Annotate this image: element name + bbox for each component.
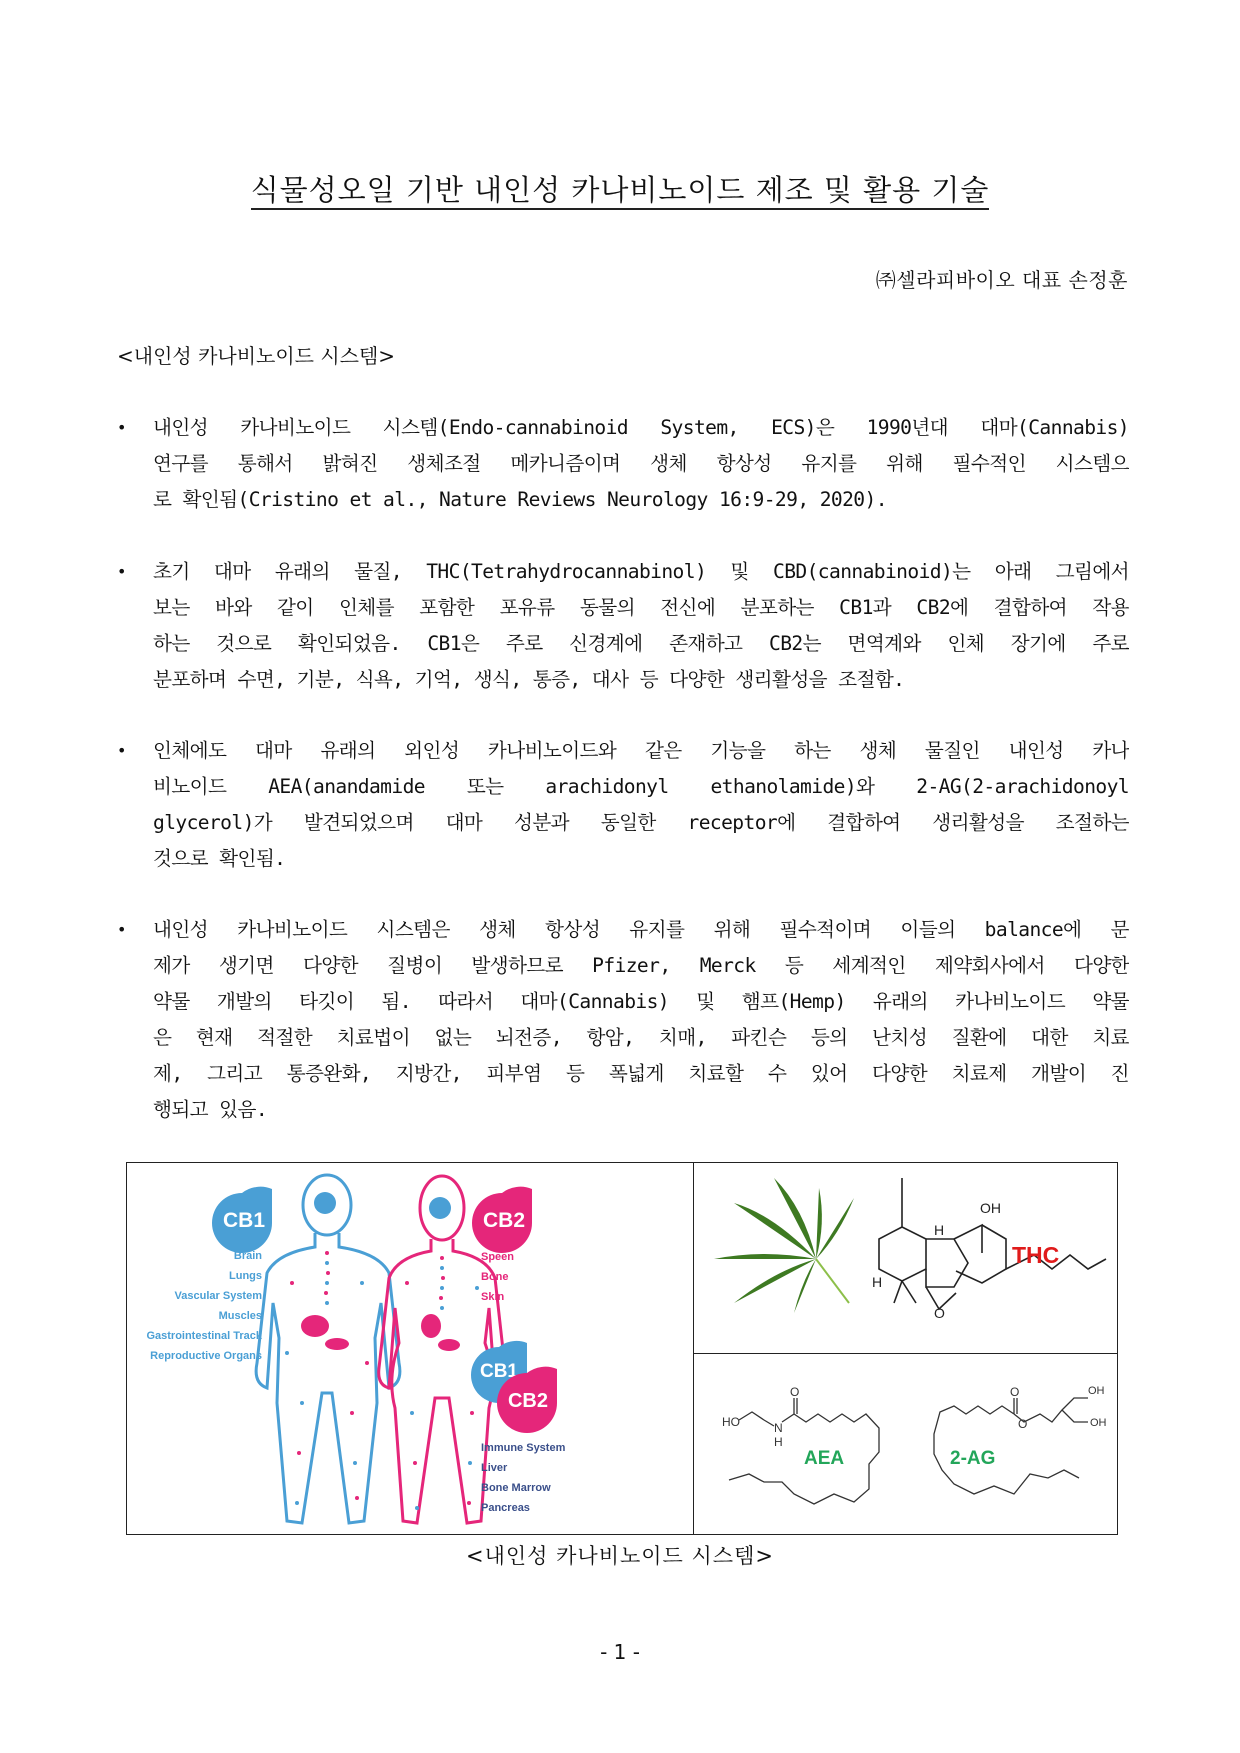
- bullet-line: 연구를 통해서 밝혀진 생체조절 메카니즘이며 생체 항상성 유지를 위해 필수적인 시스템으: [153, 452, 1129, 475]
- both-organ-list: [481, 1442, 566, 1514]
- bullet-line: 하는 것으로 확인되었음. CB1은 주로 신경계에 존재하고 CB2는 면역계와 인체 장기에 주로: [153, 632, 1129, 655]
- bullet-paragraph-2: [117, 554, 1129, 698]
- cb2-organ: Skin: [481, 1291, 505, 1303]
- o-label: O: [790, 1385, 800, 1399]
- o-label: O: [1010, 1385, 1020, 1399]
- thc-structure-icon: [879, 1178, 1106, 1309]
- bullet-line: 제, 그리고 통증완화, 지방간, 피부염 등 폭넓게 치료할 수 있어 다양한 치료제 개발이 진: [153, 1062, 1129, 1085]
- male-body-icon: [256, 1175, 400, 1523]
- cb1-organ: Reproductive Organs: [150, 1350, 262, 1362]
- cb1-organ: Brain: [233, 1250, 262, 1262]
- 2ag-label: 2-AG: [950, 1448, 996, 1469]
- bullet-line: 초기 대마 유래의 물질, THC(Tetrahydrocannabinol) 및 CBD(cannabinoid)는 아래 그림에서: [153, 560, 1129, 583]
- receptor-dots: [285, 1251, 479, 1510]
- organ-icon: [438, 1339, 460, 1351]
- cb1-organ: Muscles: [218, 1310, 262, 1322]
- cb1-cb2-badge-icon: [471, 1341, 557, 1433]
- section-heading: <내인성 카나비노이드 시스템>: [117, 344, 396, 368]
- bullet-line: 보는 바와 같이 인체를 포함한 포유류 동물의 전신에 분포하는 CB1과 CB2에 결합하여 작용: [153, 596, 1129, 619]
- bullet-icon: •: [117, 920, 127, 939]
- cb2-badge-icon: [472, 1187, 532, 1253]
- bullet-line: 내인성 카나비노이드 시스템(Endo-cannabinoid System, ECS)은 1990년대 대마(Cannabis): [153, 416, 1129, 439]
- ho-label: HO: [722, 1415, 740, 1429]
- h-label: H: [872, 1274, 883, 1290]
- bullet-paragraph-3: [117, 733, 1129, 877]
- oh-label: OH: [1088, 1385, 1105, 1397]
- bullet-line: 약물 개발의 타깃이 됨. 따라서 대마(Cannabis) 및 햄프(Hemp) 유래의 카나비노이드 약물: [153, 990, 1129, 1013]
- cb1-organ: Gastrointestinal Track: [146, 1330, 262, 1342]
- endocannabinoid-panel: [694, 1354, 1117, 1534]
- h-label: H: [934, 1222, 945, 1238]
- thc-label: THC: [1012, 1242, 1060, 1268]
- cb1-badge-icon: [212, 1187, 272, 1253]
- organ-icon: [421, 1314, 441, 1338]
- bullet-line: 인체에도 대마 유래의 외인성 카나비노이드와 같은 기능을 하는 생체 물질인 내인성 카나: [153, 739, 1129, 762]
- cb2-organ-list: [481, 1251, 514, 1303]
- document-title-text: 식물성오일 기반 내인성 카나비노이드 제조 및 활용 기술: [251, 173, 990, 210]
- bullet-line: 로 확인됨(Cristino et al., Nature Reviews Neurology 16:9-29, 2020).: [153, 488, 887, 511]
- bullet-line: 비노이드 AEA(anandamide 또는 arachidonyl ethanolamide)와 2-AG(2-arachidonoyl: [153, 775, 1129, 798]
- oh-label: OH: [1090, 1417, 1107, 1429]
- o-label: O: [934, 1305, 945, 1321]
- organ-icon: [301, 1315, 329, 1337]
- bullet-paragraph-1: [117, 410, 1129, 518]
- page-number: - 1 -: [600, 1640, 640, 1664]
- nh-label: H: [774, 1435, 783, 1449]
- oh-label: OH: [980, 1200, 1001, 1216]
- body-map-panel: [127, 1163, 694, 1534]
- bullet-line: 내인성 카나비노이드 시스템은 생체 항상성 유지를 위해 필수적이며 이들의 balance에 문: [153, 918, 1129, 941]
- author-line: ㈜셀라피바이오 대표 손정훈: [875, 268, 1128, 292]
- 2ag-structure-icon: [934, 1398, 1088, 1494]
- both-organ: Immune System: [481, 1442, 566, 1454]
- cb2-organ: Bone: [481, 1271, 509, 1283]
- cb1-organ-list: [146, 1250, 262, 1362]
- bullet-icon: •: [117, 741, 127, 760]
- both-badge-cb1-label: CB1: [479, 1361, 519, 1382]
- cannabis-leaf-icon: [714, 1178, 854, 1313]
- cb1-badge-label: CB1: [222, 1209, 266, 1232]
- both-organ: Bone Marrow: [481, 1482, 551, 1494]
- bullet-line: 제가 생기면 다양한 질병이 발생하므로 Pfizer, Merck 등 세계적인 제약회사에서 다양한: [153, 954, 1129, 977]
- cb2-organ: Speen: [481, 1251, 515, 1263]
- cb1-organ: Lungs: [229, 1270, 262, 1282]
- both-organ: Pancreas: [481, 1502, 530, 1514]
- bullet-line: 행되고 있음.: [153, 1098, 268, 1121]
- cb1-organ: Vascular System: [174, 1290, 262, 1302]
- cb2-badge-label: CB2: [482, 1209, 526, 1232]
- n-label: N: [774, 1421, 783, 1435]
- both-organ: Liver: [481, 1462, 508, 1474]
- body-map-illustration: [127, 1163, 693, 1534]
- o-label: O: [1018, 1417, 1028, 1431]
- thc-panel: [694, 1163, 1117, 1354]
- bullet-icon: •: [117, 562, 127, 581]
- document-title: [0, 168, 1240, 209]
- bullet-line: 분포하며 수면, 기분, 식욕, 기억, 생식, 통증, 대사 등 다양한 생리활성을 조절함.: [153, 668, 905, 691]
- aea-label: AEA: [804, 1448, 845, 1469]
- ecs-figure: [126, 1162, 1118, 1535]
- bullet-line: 은 현재 적절한 치료법이 없는 뇌전증, 항암, 치매, 파킨슨 등의 난치성 질환에 대한 치료: [153, 1026, 1129, 1049]
- figure-caption: <내인성 카나비노이드 시스템>: [466, 1544, 774, 1568]
- bullet-line: glycerol)가 발견되었으며 대마 성분과 동일한 receptor에 결합하여 생리활성을 조절하는: [153, 811, 1129, 834]
- both-badge-cb2-label: CB2: [507, 1390, 549, 1412]
- bullet-line: 것으로 확인됨.: [153, 847, 286, 870]
- bullet-icon: •: [117, 418, 127, 437]
- bullet-paragraph-4: [117, 912, 1129, 1128]
- organ-icon: [325, 1338, 349, 1350]
